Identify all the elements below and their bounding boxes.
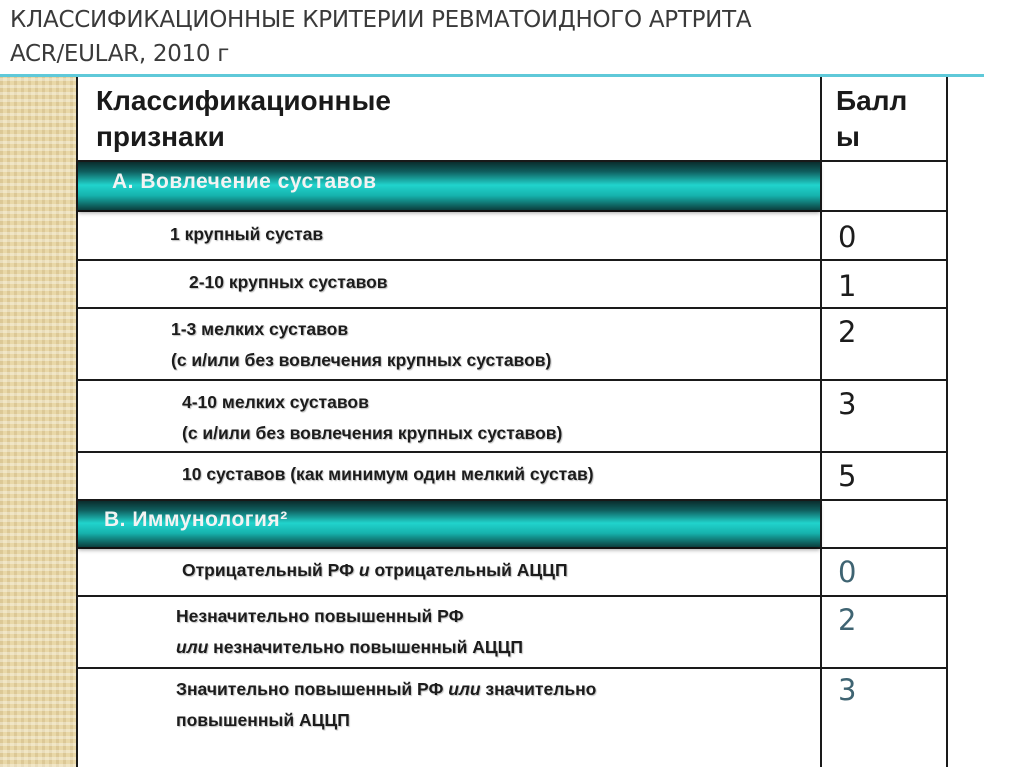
criterion-row bbox=[176, 674, 596, 736]
criterion-row: 10 суставов (как минимум один мелкий сустав) bbox=[182, 464, 594, 484]
criterion-line1 bbox=[176, 674, 596, 705]
row-divider bbox=[76, 451, 948, 453]
criterion-line1: Незначительно повышенный РФ bbox=[176, 606, 464, 626]
points-header-line2: ы bbox=[836, 121, 860, 152]
points-value: 3 bbox=[838, 387, 857, 421]
row-divider bbox=[76, 667, 948, 669]
criterion-row bbox=[182, 387, 562, 449]
criterion-row bbox=[182, 555, 568, 586]
section-b-label: В. Иммунология² bbox=[104, 508, 288, 531]
criteria-column-header bbox=[96, 83, 391, 155]
criterion-row: 1 крупный сустав bbox=[170, 224, 324, 244]
criterion-conjunction: и bbox=[358, 560, 370, 580]
criteria-header-line2: признаки bbox=[96, 121, 225, 152]
row-divider bbox=[76, 307, 948, 309]
criterion-line1: 1-3 мелких суставов bbox=[171, 319, 349, 339]
criterion-row bbox=[171, 314, 551, 376]
criterion-line2: (с и/или без вовлечения крупных суставов) bbox=[171, 350, 552, 370]
points-value: 0 bbox=[838, 555, 857, 589]
criterion-row bbox=[176, 601, 523, 663]
criterion-line2 bbox=[176, 632, 523, 663]
points-value: 5 bbox=[838, 459, 857, 493]
points-value: 2 bbox=[838, 315, 857, 349]
criterion-row: 2-10 крупных суставов bbox=[189, 272, 388, 292]
section-a-band bbox=[78, 162, 820, 210]
table-border-right bbox=[946, 77, 948, 767]
criterion-text: отрицательный АЦЦП bbox=[369, 560, 568, 580]
criterion-text: значительно bbox=[480, 679, 597, 699]
slide-title-line2: ACR/EULAR, 2010 г bbox=[10, 41, 229, 67]
row-divider bbox=[76, 595, 948, 597]
slide-title-line1: КЛАССИФИКАЦИОННЫЕ КРИТЕРИИ РЕВМАТОИДНОГО АРТРИТА bbox=[10, 7, 752, 33]
points-value: 0 bbox=[838, 220, 857, 254]
row-divider bbox=[76, 547, 948, 549]
row-divider bbox=[76, 259, 948, 261]
points-value: 3 bbox=[838, 673, 857, 707]
criteria-table bbox=[76, 77, 948, 767]
criterion-conjunction: или bbox=[176, 637, 209, 657]
section-a-label: А. Вовлечение суставов bbox=[112, 170, 377, 193]
criterion-text: незначительно повышенный АЦЦП bbox=[208, 637, 523, 657]
row-divider bbox=[76, 379, 948, 381]
criterion-line2: (с и/или без вовлечения крупных суставов) bbox=[182, 423, 563, 443]
criterion-line1: 4-10 мелких суставов bbox=[182, 392, 369, 412]
points-header-line1: Балл bbox=[836, 85, 908, 116]
decorative-side-strip bbox=[0, 0, 84, 767]
criterion-line2: повышенный АЦЦП bbox=[176, 710, 350, 730]
points-column-header bbox=[836, 83, 907, 155]
table-column-divider bbox=[820, 77, 822, 767]
points-value: 1 bbox=[838, 269, 857, 303]
criteria-header-line1: Классификационные bbox=[96, 85, 391, 116]
points-value: 2 bbox=[838, 603, 857, 637]
criterion-text: Значительно повышенный РФ bbox=[176, 679, 449, 699]
slide-title bbox=[0, 0, 1024, 77]
section-b-band bbox=[78, 501, 820, 547]
row-divider bbox=[76, 210, 948, 212]
criterion-text: Отрицательный РФ bbox=[182, 560, 359, 580]
criterion-conjunction: или bbox=[448, 679, 481, 699]
